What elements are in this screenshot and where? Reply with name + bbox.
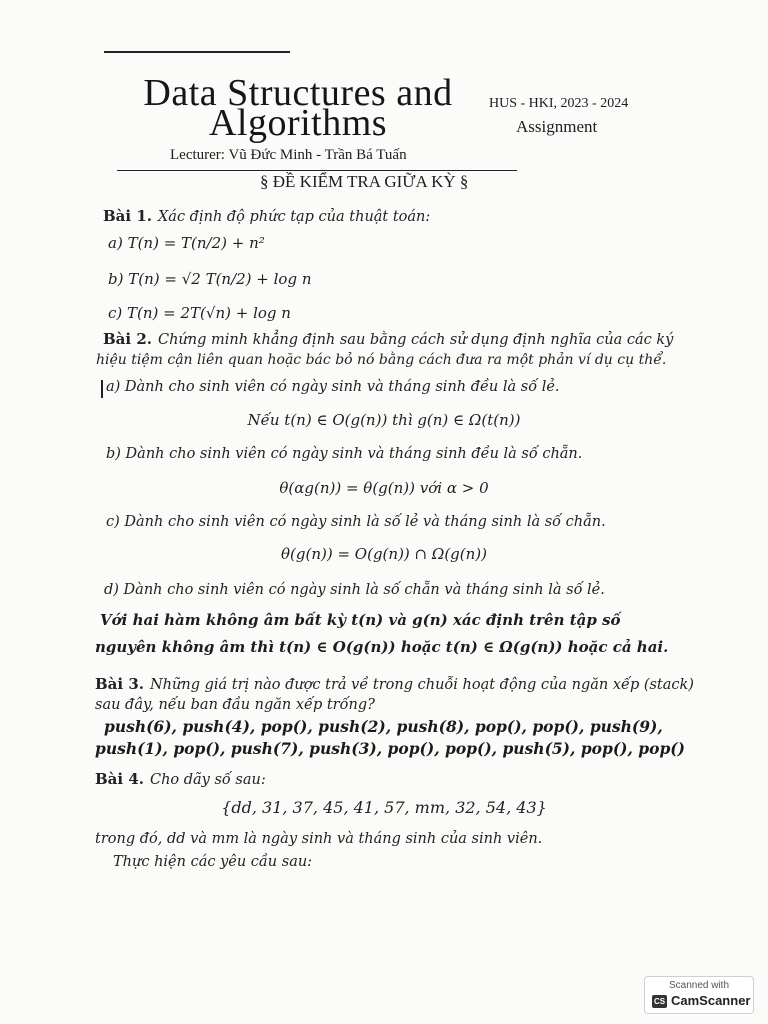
bai2-prompt-line2: hiệu tiệm cận liên quan hoặc bác bỏ nó bằng cách đưa ra một phản ví dụ cụ thể. — [96, 352, 667, 368]
bai4-sequence: {dd, 31, 37, 45, 41, 57, mm, 32, 54, 43} — [221, 798, 547, 817]
lecturer-line: Lecturer: Vũ Đức Minh - Trần Bá Tuấn — [170, 147, 407, 163]
bai2-c-formula: θ(g(n)) = O(g(n)) ∩ Ω(g(n)) — [281, 545, 487, 563]
bai3-label: Bài 3. — [95, 675, 144, 693]
bai2-d-text: d) Dành cho sinh viên có ngày sinh là số chẵn và tháng sinh là số lẻ. — [104, 582, 605, 598]
bai3-prompt-line1: Những giá trị nào được trả về trong chuỗi hoạt động của ngăn xếp (stack) — [149, 677, 694, 693]
bai4-note: trong đó, dd và mm là ngày sinh và tháng sinh của sinh viên. — [95, 831, 543, 847]
bai1-item-b: b) T(n) = √2 T(n/2) + log n — [108, 270, 312, 288]
bai2-label: Bài 2. — [103, 330, 152, 348]
bai4-prompt: Cho dãy số sau: — [149, 772, 266, 788]
margin-mark — [101, 380, 103, 398]
bai3-prompt-line2: sau đây, nếu ban đầu ngăn xếp trống? — [95, 697, 375, 713]
bai1-prompt: Xác định độ phức tạp của thuật toán: — [157, 209, 431, 225]
bai3-ops-line1: push(6), push(4), pop(), push(2), push(8), pop(), pop(), push(9), — [104, 717, 663, 736]
bai4-heading — [95, 770, 266, 788]
bai2-heading — [103, 330, 673, 348]
bai3-ops-line2: push(1), pop(), push(7), push(3), pop(), pop(), push(5), pop(), pop() — [95, 739, 685, 758]
top-rule — [104, 51, 290, 53]
bai4-label: Bài 4. — [95, 770, 144, 788]
watermark-scanned-with: Scanned with — [668, 980, 730, 991]
bai2-b-formula: θ(αg(n)) = θ(g(n)) với α > 0 — [279, 479, 489, 497]
bai2-a-text: a) Dành cho sinh viên có ngày sinh và tháng sinh đều là số lẻ. — [106, 379, 560, 395]
bai4-instruction: Thực hiện các yêu cầu sau: — [113, 854, 313, 870]
exam-title: § ĐỀ KIỂM TRA GIỮA KỲ § — [260, 172, 469, 191]
camscanner-watermark — [644, 976, 754, 1014]
bai1-label: Bài 1. — [103, 207, 152, 225]
bai2-a-formula: Nếu t(n) ∈ O(g(n)) thì g(n) ∈ Ω(t(n)) — [247, 411, 521, 429]
header-rule — [117, 170, 517, 171]
bai2-prompt-line1: Chứng minh khẳng định sau bằng cách sử dụng định nghĩa của các ký — [157, 332, 674, 348]
bai1-heading — [103, 207, 430, 225]
bai3-heading — [95, 675, 694, 693]
document-type: Assignment — [516, 117, 598, 136]
bai1-item-a: a) T(n) = T(n/2) + n² — [108, 234, 265, 252]
course-term: HUS - HKI, 2023 - 2024 — [489, 96, 629, 111]
bai2-b-text: b) Dành cho sinh viên có ngày sinh và tháng sinh đều là số chẵn. — [106, 446, 583, 462]
bai2-d-statement-line1: Với hai hàm không âm bất kỳ t(n) và g(n) xác định trên tập số — [100, 611, 621, 629]
course-title-line2: Algorithms — [208, 102, 388, 144]
watermark-brand: CamScanner — [671, 993, 751, 1008]
bai2-c-text: c) Dành cho sinh viên có ngày sinh là số lẻ và tháng sinh là số chẵn. — [106, 514, 606, 530]
camscanner-logo-icon: CS — [653, 997, 666, 1006]
course-title-line1: Data Structures and — [143, 72, 453, 114]
bai1-item-c: c) T(n) = 2T(√n) + log n — [108, 304, 291, 322]
bai2-d-statement-line2: nguyên không âm thì t(n) ∈ O(g(n)) hoặc t(n) ∈ Ω(g(n)) hoặc cả hai. — [95, 638, 669, 656]
